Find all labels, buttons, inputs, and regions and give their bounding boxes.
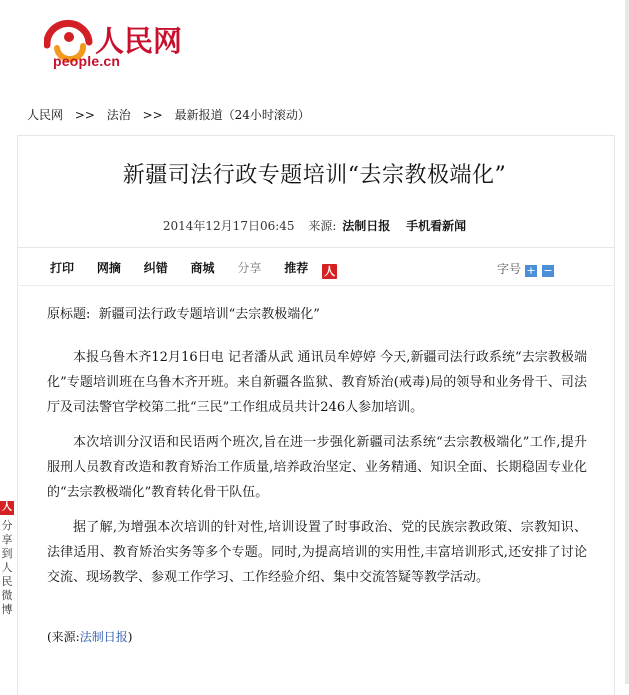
article-date: 2014年12月17日06:45: [162, 219, 295, 233]
article-paragraph: 据了解,为增强本次培训的针对性,培训设置了时事政治、党的民族宗教政策、宗教知识、法律适用、教育矫治实务等多个专题。同时,为提高培训的实用性,丰富培训形式,还安排了讨论交流、现场教学、参观工作学习、工作经验介绍、集中交流答疑等教学活动。: [47, 520, 587, 585]
original-title: [47, 303, 320, 322]
footer-source: [47, 628, 132, 645]
footer-source-open: (来源:: [47, 630, 80, 644]
font-decrease-button[interactable]: −: [543, 264, 553, 277]
breadcrumb-law[interactable]: 法治: [106, 108, 131, 122]
share-to-weibo-text: 分享到人民微博: [1, 519, 13, 616]
logo-chinese-text: 人民网: [95, 24, 183, 58]
article-meta: [0, 217, 629, 234]
original-title-text: 新疆司法行政专题培训“去宗教极端化”: [98, 307, 320, 322]
mall-button[interactable]: 商城: [190, 261, 215, 275]
correct-button[interactable]: 纠错: [143, 261, 168, 275]
article-paragraph: 本报乌鲁木齐12月16日电 记者潘从武 通讯员牟婷婷 今天,新疆司法行政系统“去宗教极端化”专题培训班在乌鲁木齐开班。来自新疆各监狱、教育矫治(戒毒)局的领导和业务骨干、司法厅及司法警官学校第二批“三民”工作组成员共计246人参加培训。: [47, 350, 587, 415]
font-increase-button[interactable]: +: [526, 264, 536, 277]
article-toolbar: [50, 259, 337, 279]
article-paragraph: 本次培训分汉语和民语两个班次,旨在进一步强化新疆司法系统“去宗教极端化”工作,提升服刑人员教育改造和教育矫治工作质量,培养政治坚定、业务精通、知识全面、长期稳固专业化的“去宗教极端化”教育转化骨干队伍。: [47, 435, 587, 500]
toolbar-top-divider: [17, 247, 615, 248]
original-title-label: 原标题:: [47, 307, 91, 322]
toolbar-bottom-divider: [17, 285, 615, 286]
share-button[interactable]: 分享: [237, 261, 262, 275]
page-right-edge: [625, 0, 629, 684]
source-link[interactable]: 法制日报: [342, 219, 391, 233]
logo-domain-text: people.cn: [53, 53, 121, 69]
breadcrumb-separator: >>: [74, 108, 95, 122]
breadcrumb-home[interactable]: 人民网: [27, 108, 64, 122]
source-label: 来源:: [308, 219, 337, 233]
mobile-news-link[interactable]: 手机看新闻: [406, 219, 467, 233]
people-weibo-side-icon: 人: [2, 502, 12, 513]
footer-source-close: ): [127, 630, 133, 644]
font-size-label: 字号: [497, 262, 522, 276]
footer-source-link[interactable]: 法制日报: [79, 630, 128, 644]
people-weibo-icon[interactable]: 人: [324, 265, 336, 278]
recommend-button[interactable]: 推荐: [284, 261, 309, 275]
breadcrumb-latest[interactable]: 最新报道（24小时滚动）: [174, 108, 310, 122]
print-button[interactable]: 打印: [50, 261, 75, 275]
font-size-control: [497, 260, 554, 277]
excerpt-button[interactable]: 网摘: [96, 261, 121, 275]
article-title: 新疆司法行政专题培训“去宗教极端化”: [122, 163, 507, 188]
breadcrumb-separator: >>: [142, 108, 163, 122]
share-to-weibo-sidebar[interactable]: [0, 501, 14, 617]
breadcrumb: [27, 106, 310, 123]
